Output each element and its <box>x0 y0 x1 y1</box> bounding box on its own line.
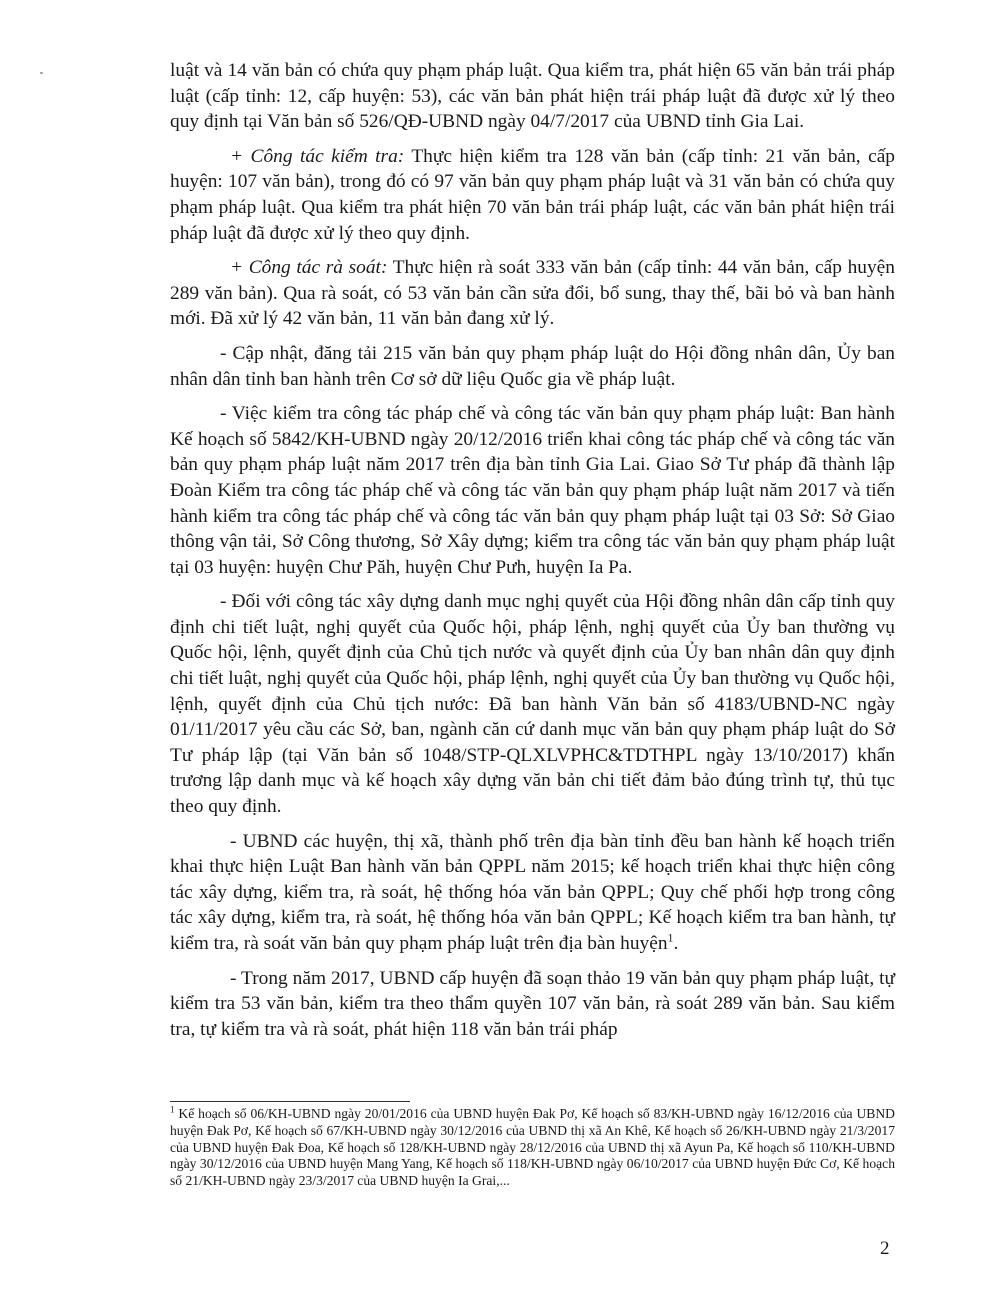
paragraph-district-plans <box>170 829 895 957</box>
paragraph-text: Thực hiện kiểm tra 128 văn bản (cấp tỉnh: 21 văn bản, cấp huyện: 107 văn bản), trong đó có 97 văn bản quy phạm pháp luật và 31 văn bản có chứa quy phạm pháp luật. Qua kiểm tra phát hiện 70 văn bản trái pháp luật, các văn bản phát hiện trái pháp luật đã được xử lý theo quy định. <box>170 145 896 244</box>
paragraph-database-update <box>170 341 895 392</box>
paragraph-label: + Công tác kiểm tra: <box>230 145 405 167</box>
paragraph-label: + Công tác rà soát: <box>230 257 388 279</box>
paragraph-text: - Đối với công tác xây dựng danh mục nghị quyết của Hội đồng nhân dân cấp tỉnh quy định chi tiết luật, nghị quyết của Quốc hội, pháp lệnh, nghị quyết của Ủy ban thường vụ Quốc hội, lệnh, quyết định của Chủ tịch nước và quyết định của Ủy ban nhân dân quy định chi tiết luật, nghị quyết của Quốc hội, pháp lệnh, nghị quyết của Ủy ban thường vụ Quốc hội, lệnh, quyết định của Chủ tịch nước: Đã ban hành Văn bản số 4183/UBND-NC ngày 01/11/2017 yêu cầu các Sở, ban, ngành căn cứ danh mục văn bản quy phạm pháp luật do Sở Tư pháp lập (tại Văn bản số 1048/STP-QLXLVPHC&TDTHPL ngày 13/10/2017) khẩn trương lập danh mục và kế hoạch xây dựng văn bản chi tiết đảm bảo đúng trình tự, thủ tục theo quy định. <box>170 591 895 818</box>
paragraph-resolution-list <box>170 589 895 819</box>
paragraph-text: - Trong năm 2017, UBND cấp huyện đã soạn thảo 19 văn bản quy phạm pháp luật, tự kiểm tra 53 văn bản, kiểm tra theo thẩm quyền 107 văn bản, rà soát 289 văn bản. Sau kiểm tra, tự kiểm tra và rà soát, phát hiện 118 văn bản trái pháp <box>170 967 895 1040</box>
paragraph-text: - Việc kiểm tra công tác pháp chế và công tác văn bản quy phạm pháp luật: Ban hành Kế hoạch số 5842/KH-UBND ngày 20/12/2016 triển khai công tác pháp chế và công tác văn bản quy phạm pháp luật năm 2017 trên địa bàn tỉnh Gia Lai. Giao Sở Tư pháp đã thành lập Đoàn Kiểm tra công tác pháp chế và công tác văn bản quy phạm pháp luật năm 2017 và tiến hành kiểm tra công tác pháp chế và công tác văn bản quy phạm pháp luật tại 03 Sở: Sở Giao thông vận tải, Sở Công thương, Sở Xây dựng; kiểm tra công tác văn bản quy phạm pháp luật tại 03 huyện: huyện Chư Păh, huyện Chư Pưh, huyện Ia Pa. <box>170 403 895 578</box>
paragraph-tail: . <box>673 933 679 954</box>
footnote-separator <box>170 1101 410 1102</box>
scan-speck <box>40 72 43 74</box>
footnote-text: Kế hoạch số 06/KH-UBND ngày 20/01/2016 của UBND huyện Đak Pơ, Kế hoạch số 83/KH-UBND ngày 16/12/2016 của UBND huyện Đak Pơ, Kế hoạch số 67/KH-UBND ngày 30/12/2016 của UBND thị xã An Khê, Kế hoạch số 26/KH-UBND ngày 21/3/2017 của UBND huyện Đak Đoa, Kế hoạch số 128/KH-UBND ngày 28/12/2016 của UBND thị xã Ayun Pa, Kế hoạch số 110/KH-UBND ngày 30/12/2016 của UBND huyện Mang Yang, Kế hoạch số 118/KH-UBND ngày 06/10/2017 của UBND huyện Đức Cơ, Kế hoạch số 21/KH-UBND ngày 23/3/2017 của UBND huyện Ia Grai,... <box>170 1106 895 1189</box>
paragraph-text: Thực hiện rà soát 333 văn bản (cấp tỉnh: 44 văn bản, cấp huyện 289 văn bản). Qua rà soát, có 53 văn bản cần sửa đổi, bổ sung, thay thế, bãi bỏ và ban hành mới. Đã xử lý 42 văn bản, 11 văn bản đang xử lý. <box>170 257 895 330</box>
paragraph-inspection <box>170 144 895 246</box>
footnote-reference[interactable]: 1 <box>667 930 674 945</box>
footnote <box>170 1106 895 1190</box>
paragraph-continuation <box>170 58 895 135</box>
paragraph-review <box>170 255 895 332</box>
page-number: 2 <box>880 1238 890 1259</box>
paragraph-text: - UBND các huyện, thị xã, thành phố trên địa bàn tỉnh đều ban hành kế hoạch triển khai thực hiện Luật Ban hành văn bản QPPL năm 2015; kế hoạch triển khai thực hiện công tác xây dựng, kiểm tra, rà soát, hệ thống hóa văn bản QPPL; Quy chế phối hợp trong công tác xây dựng, kiểm tra, rà soát, hệ thống hóa văn bản QPPL; Kế hoạch kiểm tra ban hành, tự kiểm tra, rà soát văn bản quy phạm pháp luật trên địa bàn huyện <box>170 830 895 954</box>
paragraph-legal-inspection <box>170 401 895 580</box>
document-body <box>170 58 895 1051</box>
paragraph-text: luật và 14 văn bản có chứa quy phạm pháp luật. Qua kiểm tra, phát hiện 65 văn bản trái pháp luật (cấp tỉnh: 12, cấp huyện: 53), các văn bản phát hiện trái pháp luật đã được xử lý theo quy định tại Văn bản số 526/QĐ-UBND ngày 04/7/2017 của UBND tỉnh Gia Lai. <box>170 60 895 133</box>
footnote-marker: 1 <box>170 1104 175 1115</box>
paragraph-text: - Cập nhật, đăng tải 215 văn bản quy phạm pháp luật do Hội đồng nhân dân, Ủy ban nhân dân tỉnh ban hành trên Cơ sở dữ liệu Quốc gia về pháp luật. <box>170 342 895 390</box>
paragraph-district-summary <box>170 966 895 1043</box>
